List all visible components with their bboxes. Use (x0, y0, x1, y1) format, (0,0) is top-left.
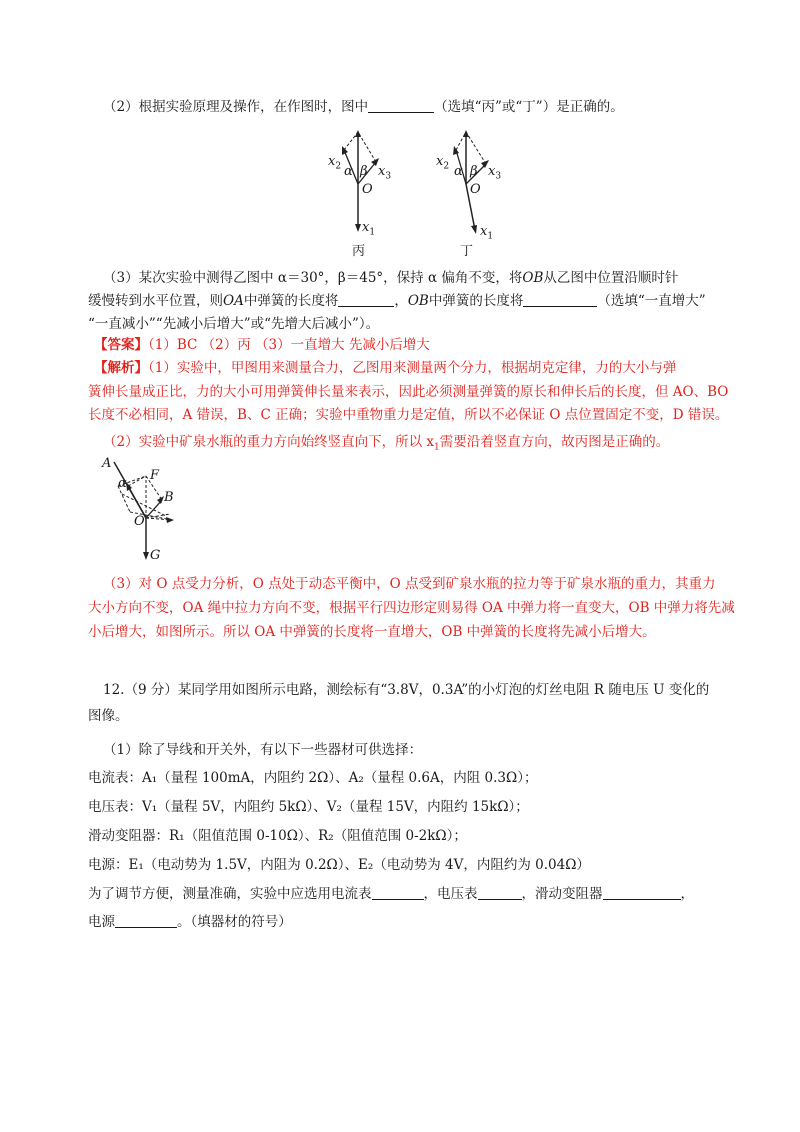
q12-rheostat: 滑动变阻器：R₁（阻值范围 0-10Ω）、R₂（阻值范围 0-2kΩ）； (88, 828, 467, 844)
bing-label-o: O (362, 182, 373, 197)
analysis-line-3: 长度不必相同，A 错误，B、C 正确；实验中重物重力是定值，所以不必保证 O 点位置固定不变，D 错误。 (88, 407, 729, 423)
figure-ding (430, 128, 510, 258)
q12-ammeter: 电流表：A₁（量程 100mA，内阻约 2Ω）、A₂（量程 0.6A，内阻 0.3Ω）； (88, 770, 538, 786)
force-diagram (100, 456, 190, 560)
analysis-line-6: 大小方向不变，OA 绳中拉力方向不变，根据平行四边形定则易得 OA 中弹力将一直变大，OB 中弹力将先减 (88, 600, 735, 616)
voltmeter-blank[interactable] (478, 885, 522, 900)
bing-label-x1: $x_1$ (362, 220, 376, 238)
rheostat-blank[interactable] (603, 885, 681, 900)
q12-line-3: （1）除了导线和开关外，有以下一些器材可供选择： (103, 742, 423, 758)
ding-label-alpha: α (454, 164, 463, 179)
bing-caption: 丙 (352, 244, 366, 259)
force-label-g: G (150, 548, 161, 563)
ding-label-x2: $x_2$ (436, 154, 450, 172)
ding-label-x3: $x_3$ (488, 164, 502, 182)
bing-label-x2: $x_2$ (328, 154, 342, 172)
q2-answer-blank[interactable] (368, 98, 434, 113)
ding-label-x1: $x_1$ (480, 224, 494, 242)
force-label-o: O (134, 514, 145, 529)
q3-line-3: “一直减小”“先减小后增大”或“先增大后减小”）。 (88, 316, 380, 332)
analysis-line-4: （2）实验中矿泉水瓶的重力方向始终竖直向下，所以 $x_1$需要沿着竖直方向，故丙图是正确的。 (103, 434, 670, 453)
ding-label-o: O (470, 182, 481, 197)
analysis-line-5: （3）对 O 点受力分析，O 点处于动态平衡中，O 点受到矿泉水瓶的拉力等于矿泉水瓶的重力，其重力 (103, 576, 716, 592)
force-label-a: A (102, 456, 112, 471)
analysis-line-2: 簧伸长量成正比，力的大小可用弹簧伸长量来表示，因此必须测量弹簧的原长和伸长后的长度，但 AO、BO (88, 384, 729, 400)
ammeter-blank[interactable] (372, 885, 424, 900)
q3-line-1: （3）某次实验中测得乙图中 α＝30°，β＝45°，保持 α 偏角不变，将OB从乙图中位置沿顺时针 (103, 270, 679, 286)
q12-choose: 为了调节方便，测量准确，实验中应选用电流表 ，电压表 ，滑动变阻器 ， (88, 886, 694, 902)
source-blank[interactable] (115, 913, 177, 928)
bing-label-beta: β (360, 164, 368, 179)
figure-force (100, 456, 190, 566)
ding-caption: 丁 (460, 244, 474, 259)
force-label-f: F (150, 468, 160, 483)
q3-oa-blank[interactable] (338, 292, 394, 307)
analysis-line-7: 小后增大，如图所示。所以 OA 中弹簧的长度将一直增大，OB 中弹簧的长度将先减小后增大。 (88, 624, 656, 640)
bing-label-x3: $x_3$ (378, 164, 392, 182)
answer-line: 【答案】（1）BC （2）丙 （3）一直增大 先减小后增大 (94, 337, 430, 353)
figure-bing (322, 128, 402, 258)
q2-stem: （2）根据实验原理及操作，在作图时，图中 （选填“丙”或“丁”）是正确的。 (103, 99, 624, 115)
analysis-line-1: 【解析】（1）实验中，甲图用来测量合力，乙图用来测量两个分力，根据胡克定律，力的大小与弹 (94, 360, 677, 376)
q12-source-choose: 电源 。（填器材的符号） (88, 914, 292, 930)
q12-line-2: 图像。 (88, 708, 129, 724)
q3-line-2: 缓慢转到水平位置，则OA中弹簧的长度将 ，OB中弹簧的长度将 （选填“一直增大” (88, 293, 706, 309)
bing-label-alpha: α (344, 164, 353, 179)
ding-label-beta: β (470, 164, 478, 179)
q3-ob-blank[interactable] (523, 292, 597, 307)
force-label-alpha: α (118, 476, 127, 491)
q12-voltmeter: 电压表：V₁（量程 5V，内阻约 5kΩ）、V₂（量程 15V，内阻约 15kΩ）； (88, 799, 529, 815)
q12-line-1: 12.（9 分）某同学用如图所示电路，测绘标有“3.8V，0.3A”的小灯泡的灯丝电阻 R 随电压 U 变化的 (103, 682, 710, 698)
force-label-b: B (164, 490, 174, 505)
q12-source: 电源：E₁（电动势为 1.5V，内阻为 0.2Ω）、E₂（电动势为 4V，内阻约为 0.04Ω） (88, 857, 590, 873)
